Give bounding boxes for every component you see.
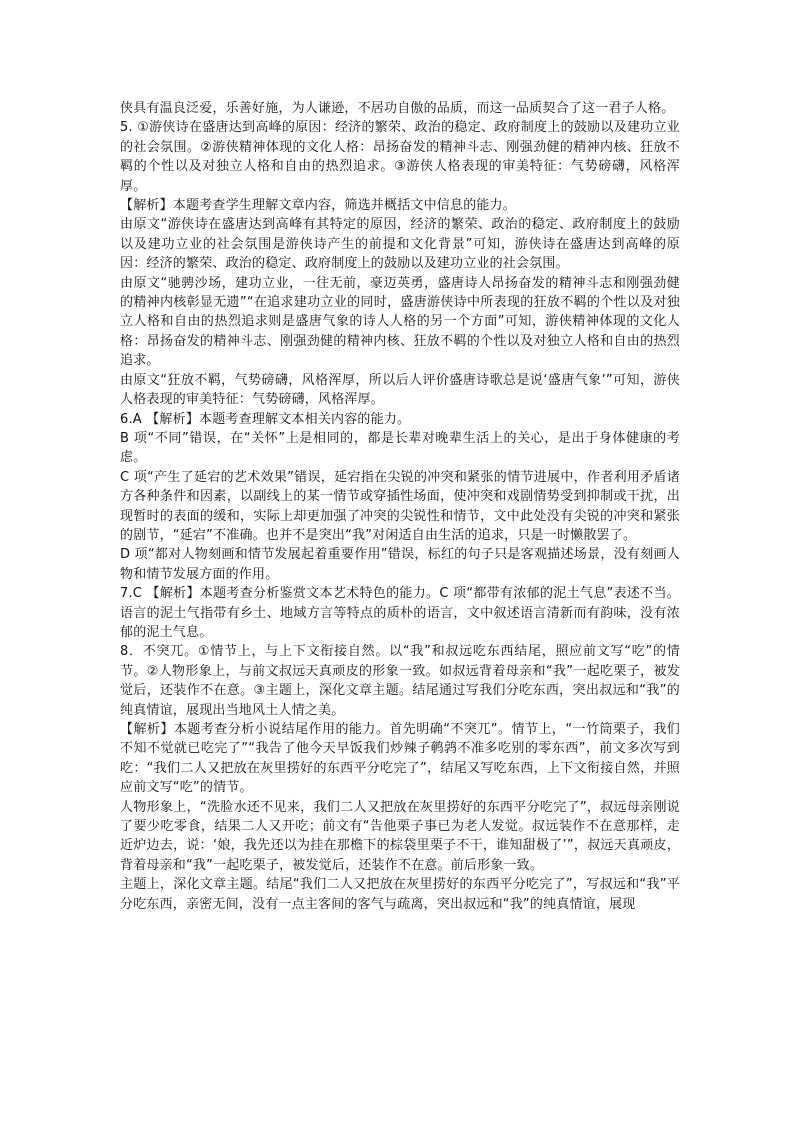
paragraph-analysis-5-part-2: 由原文“驰骋沙场，建功立业，一往无前，豪迈英勇，盛唐诗人昂扬奋发的精神斗志和刚强劲健的精神内核彰显无遗”“在追求建功立业的同时，盛唐游侠诗中所表现的狂放不羁的个性以及对独立人格和自由的热烈追求则是盛唐气象的诗人人格的另一个方面”可知，游侠精神体现的文化人格：昂扬奋发的精神斗志、刚强劲健的精神内核、狂放不羁的个性以及对独立人格和自由的热烈追求。 xyxy=(120,275,680,369)
paragraph-answer-8: 8．不突兀。①情节上，与上下文衔接自然。以“我”和叔远吃东西结尾，照应前文写“吃”的情节。②人物形象上，与前文叔远天真顽皮的形象一致。如叔远背着母亲和“我”一起吃栗子，被发觉后，还装作不在意。③主题上，深化文章主题。结尾通过写我们分吃东西，突出叔远和“我”的纯真情谊，展现出当地风土人情之美。 xyxy=(120,644,680,718)
paragraph-analysis-5: 【解析】本题考查学生理解文章内容，筛选并概括文中信息的能力。 xyxy=(120,198,517,214)
paragraph-analysis-8-character: 人物形象上，“洗脸水还不见来，我们二人又把放在灰里捞好的东西平分吃完了”，叔远母亲刚说了要少吃零食，结果二人又开吃；前文有“告他栗子事已为老人发觉。叔远装作不在意那样，走近炉边去，说：‘娘，我先还以为挂在那檐下的棕袋里栗子不干，谁知甜极了’”，叔远天真顽皮，背着母亲和“我”一起吃栗子，被发觉后，还装作不在意。前后形象一致。 xyxy=(120,799,680,873)
paragraph-option-d: D 项“都对人物刻画和情节发展起着重要作用”错误，标红的句子只是客观描述场景，没有刻画人物和情节发展方面的作用。 xyxy=(120,547,680,582)
paragraph-answer-5: 5. ①游侠诗在盛唐达到高峰的原因：经济的繁荣、政治的稳定、政府制度上的鼓励以及建功立业的社会氛围。②游侠精神体现的文化人格：昂扬奋发的精神斗志、刚强劲健的精神内核、狂放不羁的个性以及对独立人格和自由的热烈追求。③游侠人格表现的审美特征：气势磅礴，风格浑厚。 xyxy=(120,120,680,194)
document-page xyxy=(120,99,680,914)
paragraph-answer-7: 7.C 【解析】本题考查分析鉴赏文本艺术特色的能力。C 项“都带有浓郁的泥土气息”表述不当。语言的泥土气指带有乡土、地域方言等特点的质朴的语言，文中叙述语言清新而有韵味，没有浓郁的泥土气息。 xyxy=(120,586,680,640)
paragraph-analysis-5-part-3: 由原文“狂放不羁，气势磅礴，风格浑厚，所以后人评价盛唐诗歌总是说‘盛唐气象’”可知，游侠人格表现的审美特征：气势磅礴，风格浑厚。 xyxy=(120,372,680,408)
paragraph-analysis-5-part-1: 由原文“游侠诗在盛唐达到高峰有其特定的原因，经济的繁荣、政治的稳定、政府制度上的鼓励以及建功立业的社会氛围是游侠诗产生的前提和文化背景”可知，游侠诗在盛唐达到高峰的原因：经济的繁荣、政治的稳定、政府制度上的鼓励以及建功立业的社会氛围。 xyxy=(120,217,680,272)
paragraph-1: 侠具有温良泛爱，乐善好施，为人谦逊，不居功自傲的品质，而这一品质契合了这一君子人格。 xyxy=(120,101,675,116)
paragraph-analysis-8-theme: 主题上，深化文章主题。结尾“我们二人又把放在灰里捞好的东西平分吃完了”，写叔远和“我”平分吃东西，亲密无间，没有一点主客间的客气与疏离，突出叔远和“我”的纯真情谊，展现 xyxy=(120,877,680,912)
paragraph-option-c: C 项“产生了延宕的艺术效果”错误，延宕指在尖锐的冲突和紧张的情节进展中，作者利用矛盾诸方各种条件和因素，以副线上的某一情节或穿插性场面，使冲突和戏剧情势受到抑制或干扰，出现暂时的表面的缓和，实际上却更加强了冲突的尖锐性和情节，文中此处没有尖锐的冲突和紧张的剧节，“延宕”不准确。也并不是突出“我”对闲适自由生活的追求，只是一时懒散罢了。 xyxy=(120,469,680,543)
paragraph-analysis-8: 【解析】本题考查分析小说结尾作用的能力。首先明确“不突兀”。情节上，“一竹筒栗子，我们不知不觉就已吃完了”“我告了他今天早饭我们炒辣子鹌鹑不准多吃别的零东西”，前文多次写到吃：“我们二人又把放在灰里捞好的东西平分吃完了”，结尾又写吃东西，上下文衔接自然，并照应前文写“吃”的情节。 xyxy=(120,722,680,796)
paragraph-answer-6: 6.A 【解析】本题考查理解文本相关内容的能力。 xyxy=(120,411,411,427)
paragraph-option-b: B 项“不同”错误，在“关怀”上是相同的，都是长辈对晚辈生活上的关心，是出于身体健康的考虑。 xyxy=(120,430,680,466)
